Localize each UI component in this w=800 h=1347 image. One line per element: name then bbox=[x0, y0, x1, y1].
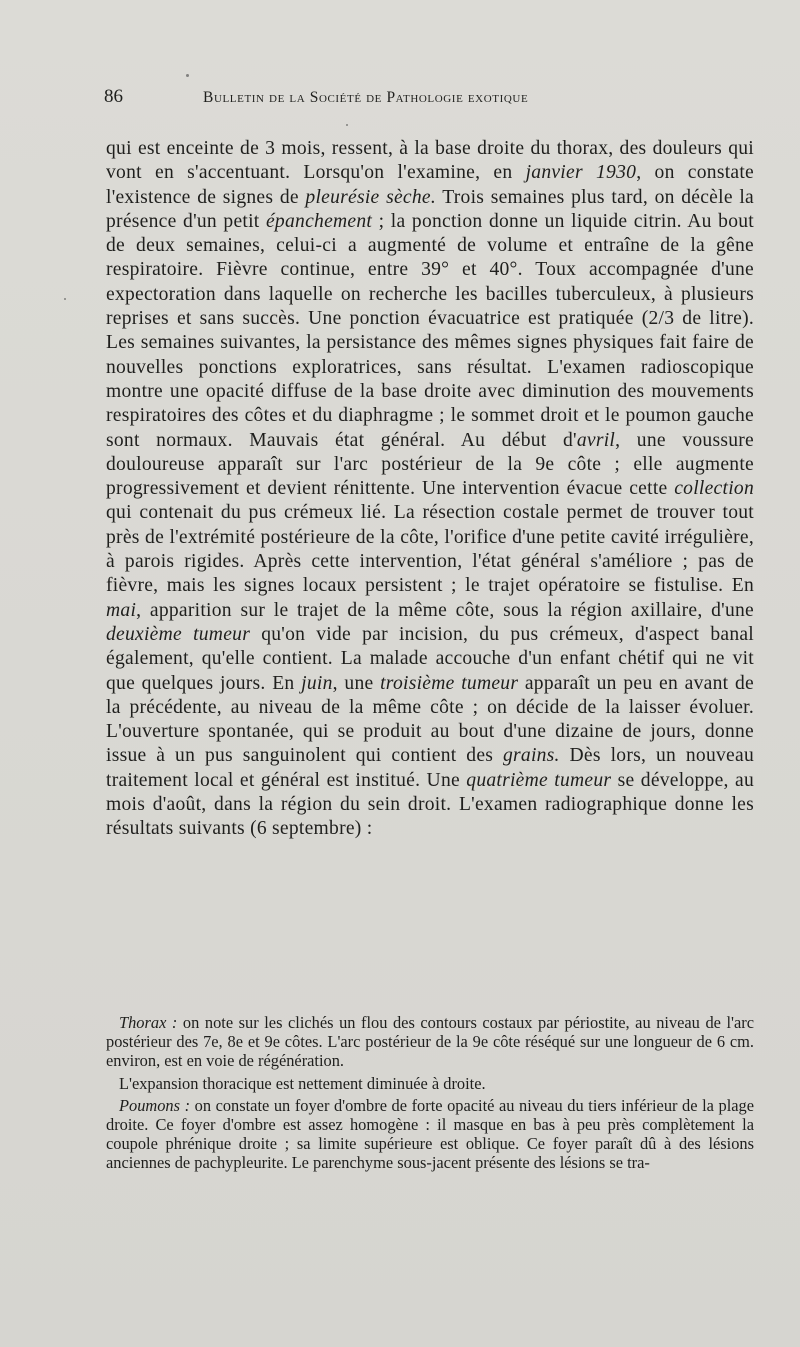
poumons-label: Poumons : bbox=[119, 1095, 191, 1115]
page-header bbox=[104, 86, 754, 114]
thorax-label: Thorax : bbox=[119, 1013, 178, 1032]
radiographic-findings bbox=[106, 1013, 754, 1176]
ink-speck bbox=[186, 74, 189, 77]
running-title: Bulletin de la Société de Pathologie exotique bbox=[203, 89, 529, 106]
body-text bbox=[106, 137, 754, 842]
ink-speck bbox=[346, 124, 348, 126]
page-number: 86 bbox=[104, 86, 123, 107]
body-paragraph: qui est enceinte de 3 mois, ressent, à la base droite du thorax, des douleurs qui vont en s'accentuant. Lorsqu'on l'examine, en janvier 1930, on constate l'existence de signes de pleurésie sèche. Trois semaines plus tard, on décèle la présence d'un petit épanchement ; la ponction donne un liquide citrin. Au bout de deux semaines, celui-ci a augmenté de volume et entraîne de la gêne respiratoire. Fièvre continue, entre 39° et 40°. Toux accompagnée d'une expectoration dans laquelle on recherche les bacilles tuberculeux, à plusieurs reprises et sans succès. Une ponction évacuatrice est pratiquée (2/3 de litre). Les semaines suivantes, la persistance des mêmes signes physiques fait faire de nouvelles ponctions exploratrices, sans résultat. L'examen radioscopique montre une opacité diffuse de la base droite avec diminution des mouvements respiratoires des côtes et du diaphragme ; le sommet droit et le poumon gauche sont normaux. Mauvais état général. Au début d'avril, une voussure douloureuse apparaît sur l'arc postérieur de la 9e côte ; elle augmente progressivement et devient rénittente. Une intervention évacue cette collection qui contenait du pus crémeux lié. La résection costale permet de trouver tout près de l'extrémité postérieure de la côte, l'orifice d'une petite cavité irrégulière, à parois rigides. Après cette intervention, l'état général s'améliore ; pas de fièvre, mais les signes locaux persistent ; le trajet opératoire se fistulise. En mai, apparition sur le trajet de la même côte, sous la région axillaire, d'une deuxième tumeur qu'on vide par incision, du pus crémeux, d'aspect banal également, qu'elle contient. La malade accouche d'un enfant chétif qui ne vit que quelques jours. En juin, une troisième tumeur apparaît un peu en avant de la précédente, au niveau de la même côte ; on décide de la laisser évoluer. L'ouverture spontanée, qui se produit au bout d'une dizaine de jours, donne issue à un pus sanguinolent qui contient des grains. Dès lors, un nouveau traitement local et général est institué. Une quatrième tumeur se développe, au mois d'août, dans la région du sein droit. L'examen radiographique donne les résultats suivants (6 septembre) : bbox=[106, 138, 755, 840]
poumons-finding: Poumons : on constate un foyer d'ombre de forte opacité au niveau du tiers inférieur de la plage droite. Ce foyer d'ombre est assez homogène : il masque en bas à peu près complètement la coupole phrénique droite ; sa limite supérieure est oblique. Ce foyer paraît dû à des lésions anciennes de pachypleurite. Le parenchyme sous-jacent présente des lésions se tra- bbox=[106, 1095, 754, 1173]
expansion-finding: L'expansion thoracique est nettement diminuée à droite. bbox=[119, 1073, 486, 1093]
thorax-finding: Thorax : on note sur les clichés un flou des contours costaux par périostite, au niveau de l'arc postérieur des 7e, 8e et 9e côtes. L'arc postérieur de la 9e côte réséqué sur une longueur de 6 cm. environ, est en voie de régénération. bbox=[106, 1013, 754, 1071]
ink-speck bbox=[64, 298, 66, 300]
